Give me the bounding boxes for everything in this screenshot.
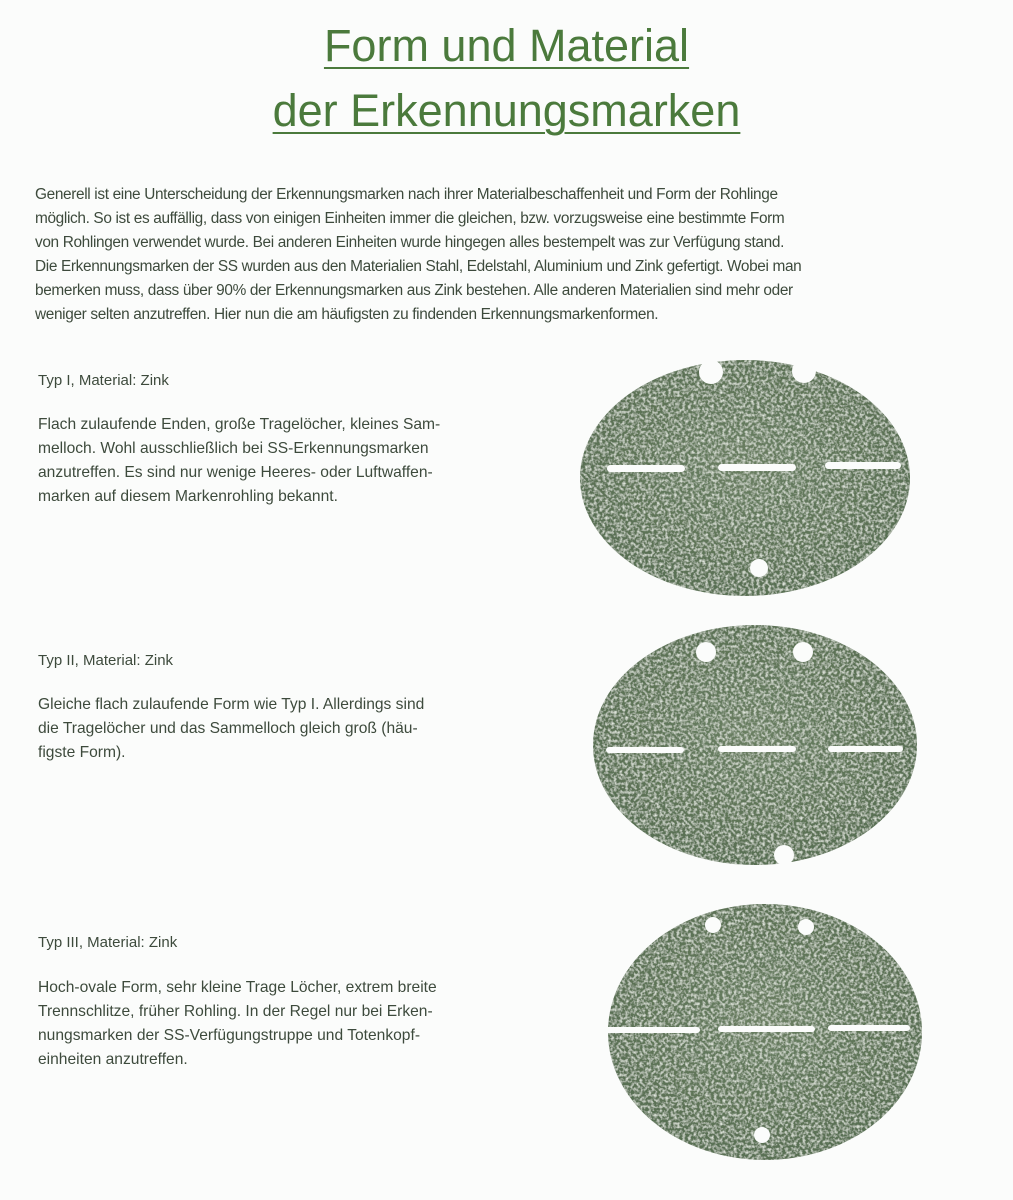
type-2-label: Typ II, Material: Zink: [38, 652, 174, 669]
intro-line: Die Erkennungsmarken der SS wurden aus den Materialien Stahl, Edelstahl, Aluminium und Zink gefertigt. Wobei man: [35, 258, 802, 275]
intro-line: von Rohlingen verwendet wurde. Bei anderen Einheiten wurde hingegen alles bestempelt was zur Verfügung stand.: [35, 234, 784, 251]
intro-line: bemerken muss, dass über 90% der Erkennungsmarken aus Zink bestehen. Alle anderen Materialien sind mehr oder: [35, 282, 793, 299]
description-line: Flach zulaufende Enden, große Tragelöcher, kleines Sam-: [38, 416, 441, 433]
description-line: Gleiche flach zulaufende Form wie Typ I. Allerdings sind: [38, 696, 425, 713]
intro-line: Generell ist eine Unterscheidung der Erkennungsmarken nach ihrer Materialbeschaffenheit und Form der Rohlinge: [35, 186, 778, 203]
page-title-line-1: Form und Material: [323, 20, 690, 71]
intro-line: weniger selten anzutreffen. Hier nun die am häufigsten zu findenden Erkennungsmarkenformen.: [35, 306, 659, 323]
description-line: anzutreffen. Es sind nur wenige Heeres- oder Luftwaffen-: [38, 464, 433, 481]
intro-line: möglich. So ist es auffällig, dass von einigen Einheiten immer die gleichen, bzw. vorzugsweise eine bestimmte Form: [35, 210, 785, 227]
description-line: einheiten anzutreffen.: [38, 1051, 188, 1068]
dog-tag-type-2: [593, 625, 917, 865]
description-line: marken auf diesem Markenrohling bekannt.: [38, 488, 338, 505]
description-line: nungsmarken der SS-Verfügungstruppe und Totenkopf-: [38, 1027, 421, 1044]
type-1-label: Typ I, Material: Zink: [38, 372, 169, 389]
description-line: melloch. Wohl ausschließlich bei SS-Erkennungsmarken: [38, 440, 429, 457]
description-line: Trennschlitze, früher Rohling. In der Regel nur bei Erken-: [38, 1003, 433, 1020]
dog-tag-type-1: [580, 360, 910, 596]
description-line: figste Form).: [38, 744, 126, 761]
page-title-line-2: der Erkennungsmarken: [272, 85, 741, 136]
description-line: die Tragelöcher und das Sammelloch gleich groß (häu-: [38, 720, 418, 737]
description-line: Hoch-ovale Form, sehr kleine Trage Löcher, extrem breite: [38, 979, 437, 996]
type-3-label: Typ III, Material: Zink: [38, 934, 178, 951]
